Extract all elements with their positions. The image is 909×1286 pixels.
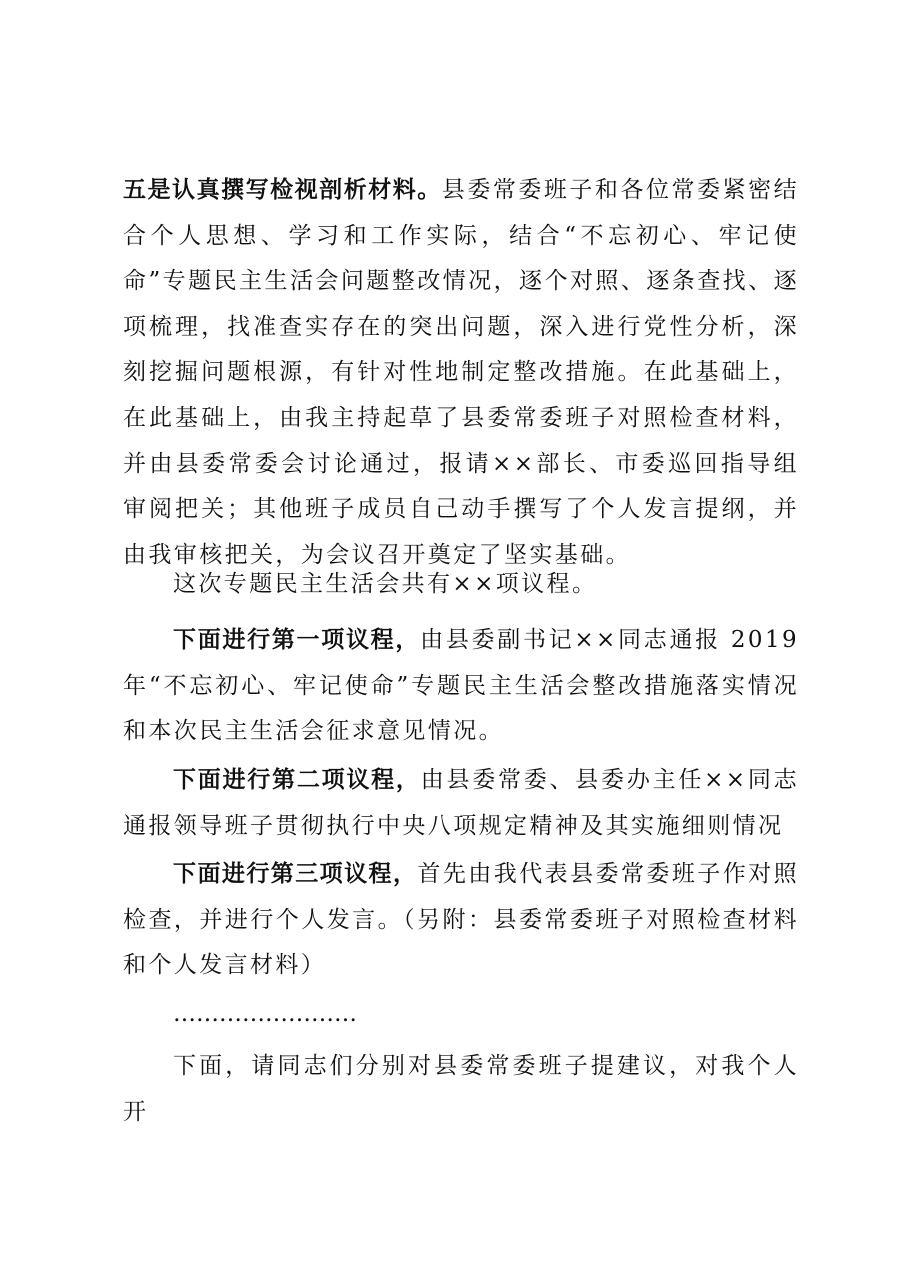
agenda-item-1-heading: 下面进行第一项议程， [173, 627, 421, 653]
paragraph-agenda-item-2 [123, 758, 799, 849]
paragraph-lead-heading: 五是认真撰写检视剖析材料。 [123, 177, 442, 203]
paragraph-body: 这次专题民主生活会共有××项议程。 [173, 571, 598, 597]
paragraph-review-materials [123, 168, 799, 578]
agenda-item-2-heading: 下面进行第二项议程， [173, 767, 421, 793]
paragraph-agenda-count [123, 562, 799, 608]
paragraph-agenda-item-1 [123, 618, 799, 755]
paragraph-body: 下面，请同志们分别对县委常委班子提建议，对我个人开 [123, 1053, 799, 1125]
paragraph-agenda-item-3 [123, 852, 799, 989]
paragraph-body: 首先由我代表县委常委班子作对照检查，并进行个人发言。（另附：县委常委班子对照检查材料和个人发言材料） [123, 861, 800, 979]
paragraph-body: 由县委副书记××同志通报 2019 年“不忘初心、牢记使命”专题民主生活会整改措施落实情况和本次民主生活会征求意见情况。 [123, 627, 800, 745]
ellipsis-separator [123, 992, 799, 1038]
paragraph-body: 县委常委班子和各位常委紧密结合个人思想、学习和工作实际，结合“不忘初心、牢记使命”专题民主生活会问题整改情况，逐个对照、逐条查找、逐项梳理，找准查实存在的突出问题，深入进行党性分析，深刻挖掘问题根源，有针对性地制定整改措施。在此基础上，在此基础上，由我主持起草了县委常委班子对照检查材料，并由县委常委会讨论通过，报请××部长、市委巡回指导组审阅把关；其他班子成员自己动手撰写了个人发言提纲，并由我审核把关，为会议召开奠定了坚实基础。 [123, 177, 799, 568]
paragraph-body: 由县委常委、县委办主任××同志通报领导班子贯彻执行中央八项规定精神及其实施细则情况 [123, 767, 800, 839]
ellipsis-text: …………………… [173, 1001, 357, 1027]
agenda-item-3-heading: 下面进行第三项议程， [173, 861, 418, 887]
paragraph-request-suggestions [123, 1044, 799, 1135]
